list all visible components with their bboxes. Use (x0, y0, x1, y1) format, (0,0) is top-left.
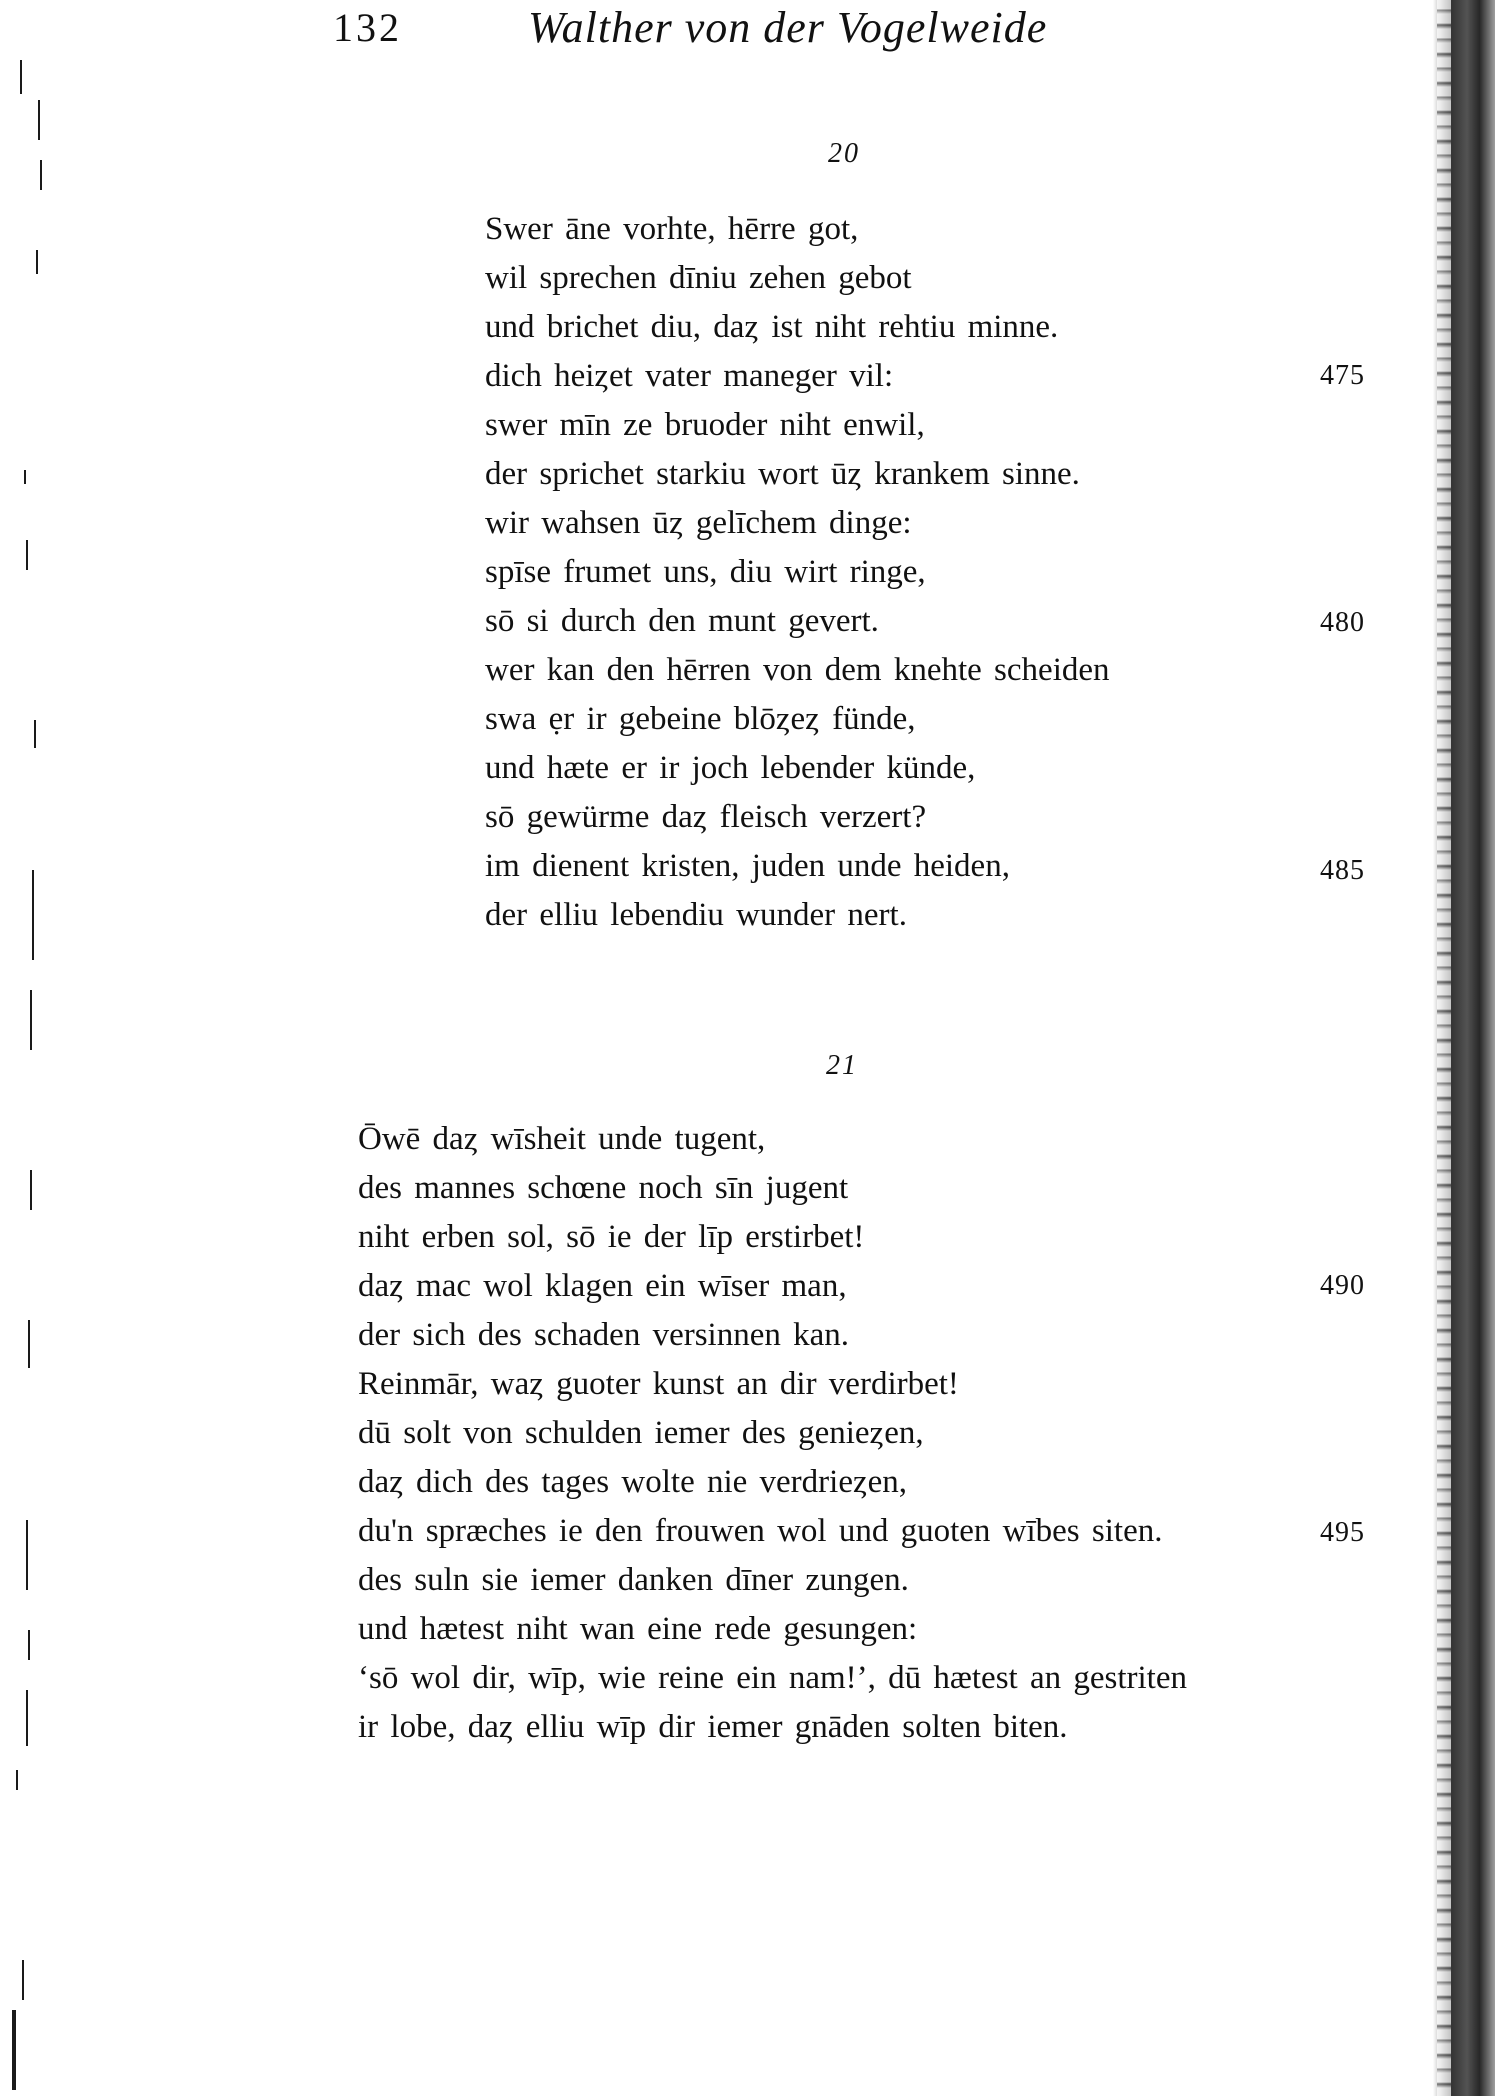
verse-line: der sich des schaden versinnen kan. (358, 1317, 850, 1353)
poem-number: 21 (826, 1050, 858, 1081)
poem-21 (358, 1115, 1187, 1752)
verse-line: Ōwē daȥ wīsheit unde tugent, (358, 1121, 766, 1157)
verse-line: wer kan den hērren von dem knehte scheiden (485, 652, 1110, 688)
verse-line: swer mīn ze bruoder niht enwil, (485, 407, 925, 443)
verse-line: spīse frumet uns, diu wirt ringe, (485, 554, 926, 590)
verse-line: wil sprechen dīniu zehen gebot (485, 260, 912, 296)
verse-line: du'n spræches ie den frouwen wol und guoten wībes siten. (358, 1513, 1163, 1549)
scan-speck (16, 1770, 18, 1790)
poem-20 (485, 205, 1110, 940)
scan-speck (40, 160, 42, 190)
scan-speck (28, 1630, 30, 1660)
page-number: 132 (333, 5, 402, 50)
verse-line: Swer āne vorhte, hērre got, (485, 211, 859, 247)
scan-speck (30, 1170, 32, 1210)
line-number: 475 (1320, 360, 1365, 391)
scan-right-edge (1433, 0, 1495, 2096)
scan-speck (38, 100, 40, 140)
verse-line: des suln sie iemer danken dīner zungen. (358, 1562, 909, 1598)
verse-line: niht erben sol, sō ie der līp erstirbet! (358, 1219, 865, 1255)
scan-speck (24, 470, 26, 484)
verse-line: sō si durch den munt gevert. (485, 603, 879, 639)
running-title: Walther von der Vogelweide (528, 3, 1048, 52)
scan-speck (12, 2010, 16, 2090)
verse-line: der sprichet starkiu wort ūȥ krankem sinne. (485, 456, 1080, 492)
scan-speck (22, 1960, 24, 2000)
scan-speck (20, 60, 22, 94)
line-number: 490 (1320, 1270, 1365, 1301)
poem-number: 20 (828, 138, 860, 169)
verse-line: wir wahsen ūȥ gelīchem dinge: (485, 505, 912, 541)
verse-line: und hæte er ir joch lebender künde, (485, 750, 976, 786)
verse-line: daȥ mac wol klagen ein wīser man, (358, 1268, 847, 1304)
verse-line: im dienent kristen, juden unde heiden, (485, 848, 1010, 884)
scan-speck (34, 720, 36, 748)
scan-speck (36, 250, 38, 274)
verse-line: dich heiȥet vater maneger vil: (485, 358, 894, 394)
scan-left-edge (0, 0, 40, 2096)
line-number: 485 (1320, 855, 1365, 886)
scan-speck (26, 1520, 28, 1590)
scan-speck (28, 1320, 30, 1368)
verse-line: swa ẹr ir gebeine blōȥeȥ fünde, (485, 701, 916, 737)
verse-line: sō gewürme daȥ fleisch verzert? (485, 799, 927, 835)
verse-line: ir lobe, daȥ elliu wīp dir iemer gnāden solten biten. (358, 1709, 1068, 1745)
verse-line: Reinmār, waȥ guoter kunst an dir verdirbet! (358, 1366, 959, 1402)
line-number: 495 (1320, 1517, 1365, 1548)
verse-line: dū solt von schulden iemer des genieȥen, (358, 1415, 924, 1451)
scan-speck (26, 1690, 28, 1746)
verse-line: und brichet diu, daȥ ist niht rehtiu minne. (485, 309, 1059, 345)
verse-line: des mannes schœne noch sīn jugent (358, 1170, 849, 1206)
verse-line: ‘sō wol dir, wīp, wie reine ein nam!’, dū hætest an gestriten (358, 1660, 1187, 1696)
scan-speck (26, 540, 28, 570)
scan-speck (30, 990, 32, 1050)
scan-speck (32, 870, 34, 960)
verse-line: der elliu lebendiu wunder nert. (485, 897, 907, 933)
verse-line: daȥ dich des tages wolte nie verdrieȥen, (358, 1464, 908, 1500)
verse-line: und hætest niht wan eine rede gesungen: (358, 1611, 918, 1647)
line-number: 480 (1320, 607, 1365, 638)
